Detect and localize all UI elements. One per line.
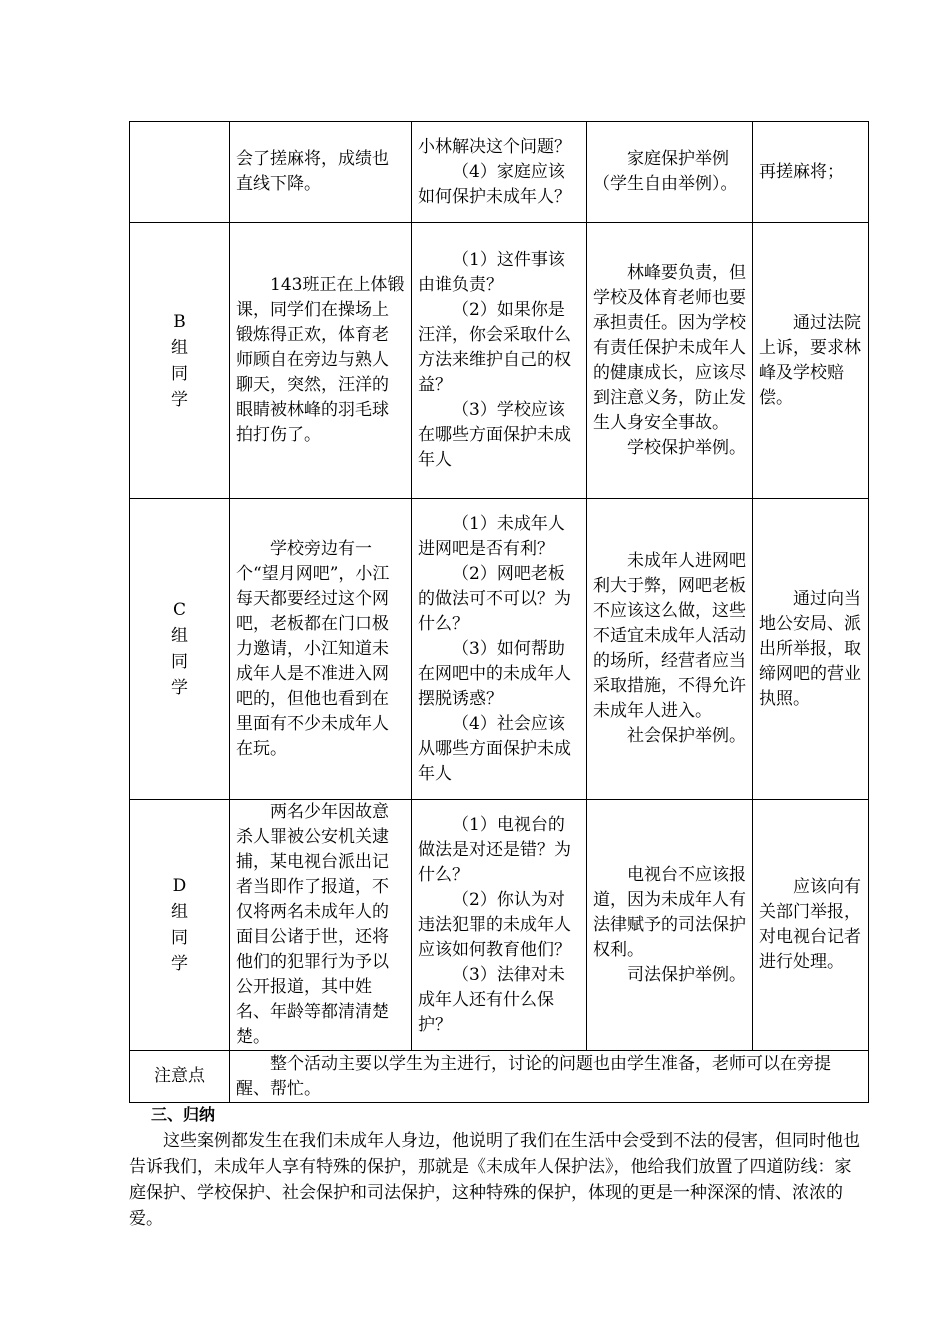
group-cell (130, 800, 230, 1051)
table-row (130, 223, 869, 499)
question-text: （2）如果你是汪洋，你会采取什么方法来维护自己的权益？ (418, 300, 571, 395)
questions-cell (412, 800, 587, 1051)
group-cell (130, 122, 230, 223)
question-text: （1）这件事该由谁负责？ (418, 250, 565, 295)
questions-cell (412, 122, 587, 223)
action-text: 通过法院上诉，要求林峰及学校赔偿。 (759, 312, 861, 408)
section-heading: 三、归纳 (151, 1105, 216, 1124)
table-row (130, 122, 869, 223)
group-cell (130, 499, 230, 800)
answer-cell (587, 122, 753, 223)
table-row (130, 800, 869, 1051)
answer-text: 学校保护举例。 (627, 437, 746, 458)
note-cell (230, 1051, 869, 1103)
answer-text: 家庭保护举例（学生自由举例）。 (593, 149, 738, 194)
question-text: （1）未成年人进网吧是否有利？ (418, 513, 565, 559)
table-row (130, 499, 869, 800)
answer-text: 林峰要负责，但学校及体育老师也要承担责任。因为学校有责任保护未成年人的健康成长，应该尽到注意义务，防止发生人身安全事故。 (593, 262, 746, 433)
questions-cell (412, 499, 587, 800)
question-text: （2）你认为对违法犯罪的未成年人应该如何教育他们？ (418, 889, 571, 960)
action-cell (753, 499, 869, 800)
answer-cell (587, 499, 753, 800)
case-text: 会了搓麻将，成绩也直线下降。 (236, 149, 389, 194)
answer-text: 司法保护举例。 (627, 964, 746, 985)
summary-section (129, 1102, 868, 1232)
action-text: 通过向当地公安局、派出所举报，取缔网吧的营业执照。 (759, 588, 861, 709)
question-text: （1）电视台的做法是对还是错？为什么？ (418, 814, 571, 885)
case-text: 学校旁边有一个“望月网吧”，小江每天都要经过这个网吧，老板都在门口极力邀请，小江知道未成年人是不准进入网吧的，但他也看到在里面有不少未成年人在玩。 (236, 538, 390, 759)
answer-text: 未成年人进网吧利大于弊，网吧老板不应该这么做，这些不适宜未成年人活动的场所，经营者应当采取措施，不得允许未成年人进入。 (593, 551, 746, 721)
case-table (129, 121, 869, 1103)
action-text: 应该向有关部门举报，对电视台记者进行处理。 (759, 877, 861, 972)
note-row (130, 1051, 869, 1103)
group-label: C 组 同 学 (171, 600, 188, 698)
questions-cell (412, 223, 587, 499)
action-cell (753, 800, 869, 1051)
answer-cell (587, 223, 753, 499)
case-cell (230, 499, 412, 800)
case-text: 两名少年因故意杀人罪被公安机关逮捕，某电视台派出记者当即作了报道，不仅将两名未成年人的面目公诸于世，还将他们的犯罪行为予以公开报道，其中姓名、年龄等都清清楚楚。 (236, 802, 389, 1047)
answer-text: 电视台不应该报道，因为未成年人有法律赋予的司法保护权利。 (593, 864, 746, 960)
group-label: D 组 同 学 (171, 876, 188, 974)
group-label: B 组 同 学 (171, 311, 188, 410)
case-cell (230, 223, 412, 499)
action-cell (753, 223, 869, 499)
note-text: 整个活动主要以学生为主进行，讨论的问题也由学生准备，老师可以在旁提醒、帮忙。 (236, 1053, 831, 1099)
answer-text: 社会保护举例。 (627, 726, 746, 746)
case-text: 143班正在上体锻课，同学们在操场上锻炼得正欢，体育老师顾自在旁边与熟人聊天，突然，汪洋的眼睛被林峰的羽毛球拍打伤了。 (236, 275, 405, 445)
note-label: 注意点 (130, 1051, 230, 1103)
question-text: （4）社会应该从哪些方面保护未成年人 (418, 713, 571, 784)
question-text: （3）学校应该在哪些方面保护未成年人 (418, 400, 571, 470)
question-text: （3）法律对未成年人还有什么保护？ (418, 964, 565, 1035)
case-cell (230, 122, 412, 223)
question-text: （4）家庭应该如何保护未成年人？ (418, 161, 571, 207)
case-cell (230, 800, 412, 1051)
question-text: （2）网吧老板的做法可不可以？为什么？ (418, 563, 571, 634)
question-text: （3）如何帮助在网吧中的未成年人摆脱诱惑？ (418, 638, 571, 709)
question-text: 小林解决这个问题？ (418, 136, 571, 157)
group-cell (130, 223, 230, 499)
answer-cell (587, 800, 753, 1051)
action-cell (753, 122, 869, 223)
summary-paragraph: 这些案例都发生在我们未成年人身边，他说明了我们在生活中会受到不法的侵害，但同时他也告诉我们，未成年人享有特殊的保护，那就是《未成年人保护法》，他给我们放置了四道防线：家庭保护、学校保护、社会保护和司法保护，这种特殊的保护，体现的更是一种深深的情、浓浓的爱。 (129, 1131, 860, 1229)
action-text: 再搓麻将； (759, 161, 844, 182)
